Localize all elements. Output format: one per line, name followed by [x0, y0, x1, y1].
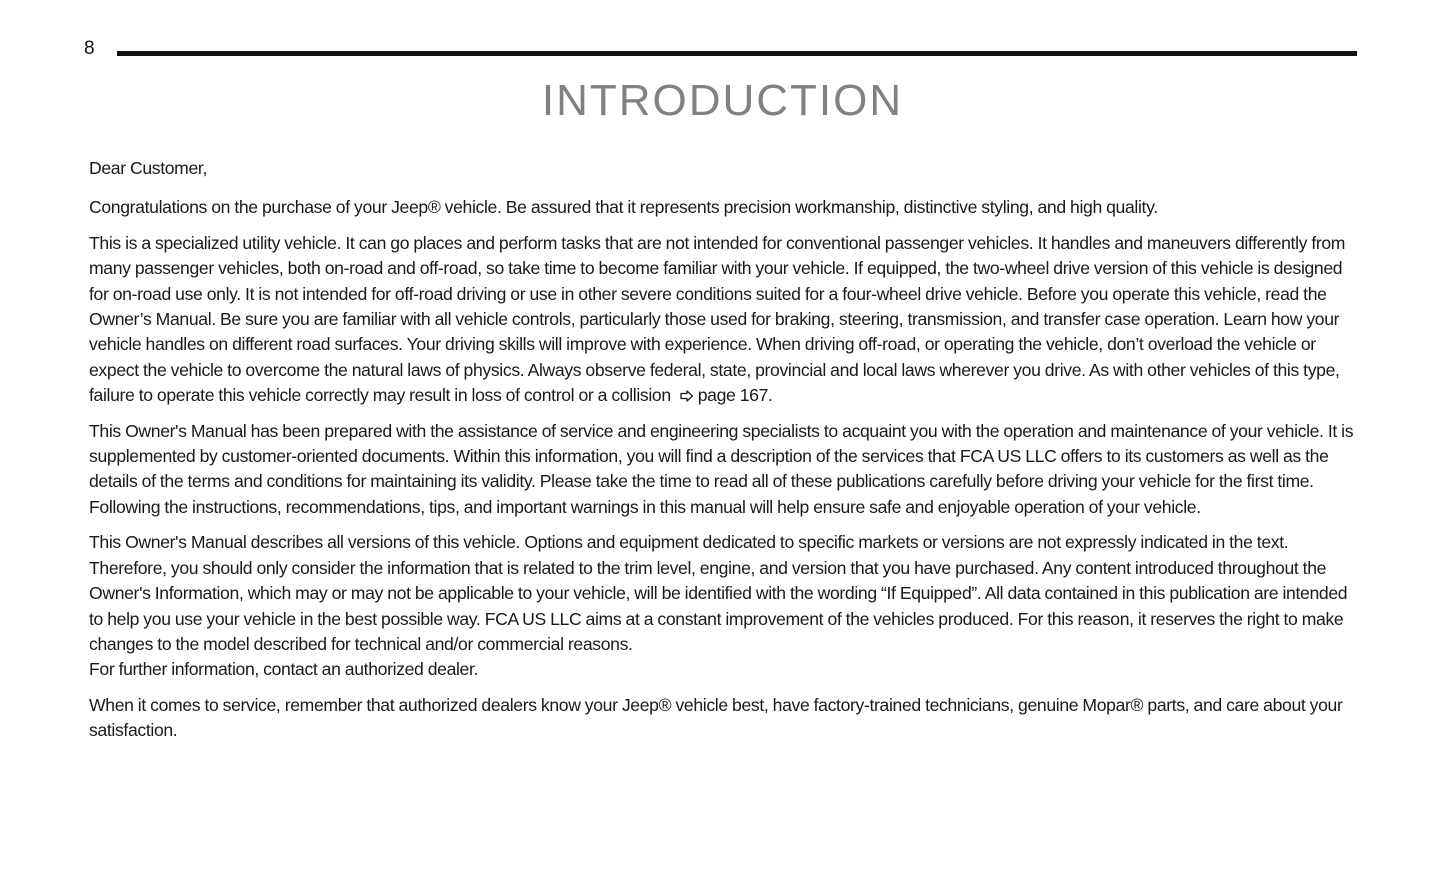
arrow-right-icon	[680, 390, 694, 402]
paragraph-specialized-vehicle-text: This is a specialized utility vehicle. It can go places and perform tasks that are not intended for conventional passenger vehicles. It handles and maneuvers differently from many passenger vehicles, both on-road and off-road, so take time to become familiar with your vehicle. If equipped, the two-wheel drive version of this vehicle is designed for on-road use only. It is not intended for off-road driving or use in other severe conditions suited for a four-wheel drive vehicle. Before you operate this vehicle, read the Owner’s Manual. Be sure you are familiar with all vehicle controls, particularly those used for braking, steering, transmission, and transfer case operation. Learn how your vehicle handles on different road surfaces. Your driving skills will improve with experience. When driving off-road, or operating the vehicle, don’t overload the vehicle or expect the vehicle to overcome the natural laws of physics. Always observe federal, state, provincial and local laws wherever you drive. As with other vehicles of this type, failure to operate this vehicle correctly may result in loss of control or a collision	[89, 232, 1346, 406]
body-text	[89, 156, 1355, 754]
paragraph-versions	[89, 530, 1355, 682]
paragraph-congratulations: Congratulations on the purchase of your Jeep® vehicle. Be assured that it represents precision workmanship, distinctive styling, and high quality.	[89, 197, 1158, 218]
page-reference-link[interactable]: page 167	[697, 385, 769, 406]
paragraph-owners-manual-prepared: This Owner's Manual has been prepared with the assistance of service and engineering specialists to acquaint you with the operation and maintenance of your vehicle. It is supplemented by customer-oriented documents. Within this information, you will find a description of the services that FCA US LLC offers to its customers as well as the details of the terms and conditions for maintaining its validity. Please take the time to read all of these publications carefully before driving your vehicle for the first time. Following the instructions, recommendations, tips, and important warnings in this manual will help ensure safe and enjoyable operation of your vehicle.	[89, 420, 1354, 517]
paragraph-versions-contact: For further information, contact an authorized dealer.	[89, 659, 479, 680]
page-number: 8	[84, 38, 95, 59]
section-title: INTRODUCTION	[541, 76, 904, 125]
header-rule	[117, 51, 1357, 56]
paragraph-versions-text: This Owner's Manual describes all versions of this vehicle. Options and equipment dedicated to specific markets or versions are not expressly indicated in the text. Therefore, you should only consider the information that is related to the trim level, engine, and version that you have purchased. Any content introduced throughout the Owner's Information, which may or may not be applicable to your vehicle, will be identified with the wording “If Equipped”. All data contained in this publication are intended to help you use your vehicle in the best possible way. FCA US LLC aims at a constant improvement of the vehicles produced. For this reason, it reserves the right to make changes to the model described for technical and/or commercial reasons.	[89, 532, 1348, 654]
greeting: Dear Customer,	[89, 158, 207, 178]
paragraph-end-period: .	[768, 385, 773, 406]
paragraph-service: When it comes to service, remember that authorized dealers know your Jeep® vehicle best, have factory-trained technicians, genuine Mopar® parts, and care about your satisfaction.	[89, 694, 1343, 741]
paragraph-specialized-vehicle	[89, 231, 1355, 409]
